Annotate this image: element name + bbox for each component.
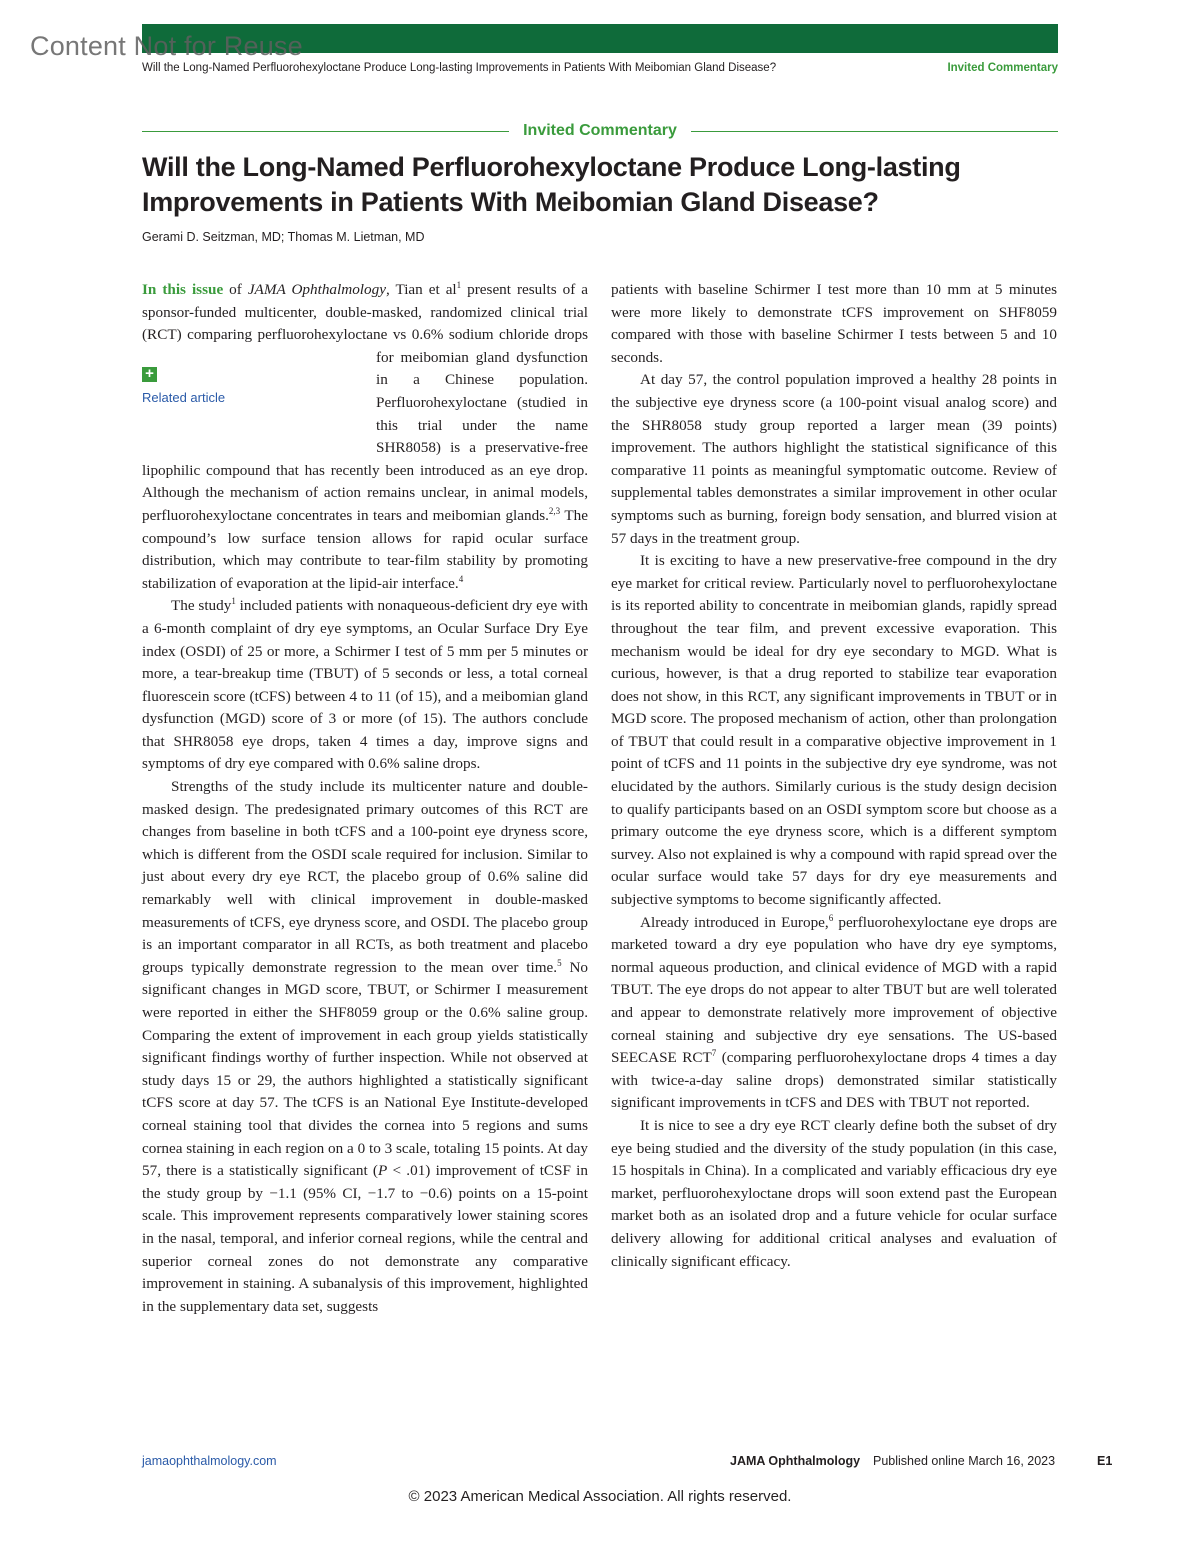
paragraph-3 <box>142 776 588 1318</box>
publication-date: Published online March 16, 2023 <box>873 1454 1056 1468</box>
rule-right <box>691 131 1058 132</box>
running-head-title: Will the Long-Named Perfluorohexyloctane Produce Long-lasting Improvements in Patients With Meibomian Gland Disease? <box>142 62 777 74</box>
p3-text-b: No significant changes in MGD score, TBUT, or Schirmer I measurement were reported in either the SHF8059 group or the 0.6% saline group. Comparing the extent of improvement in each group yields statistically significant findings worthy of further inspection. While not observed at study days 15 or 29, the authors highlighted a statistically significant tCFS score at day 57. The tCFS is an National Eye Institute-developed corneal staining tool that divides the cornea into 5 regions and sums cornea staining in each region on a 0 to 3 scale, totaling 15 points. At day 57, there is a statistically significant ( <box>142 958 589 1180</box>
journal-website-link[interactable]: jamaophthalmology.com <box>142 1454 277 1468</box>
section-label-rule <box>142 122 1058 140</box>
p1-text-b: The compound’s low surface tension allows for rapid ocular surface distribution, which may contribute to tear-film stability by promoting stabilization of evaporation at the lipid-air interface. <box>142 506 589 592</box>
left-column <box>142 279 588 1318</box>
p7-text-a: Already introduced in Europe, <box>640 913 829 931</box>
p2-text-b: included patients with nonaqueous-deficient dry eye with a 6-month complaint of dry eye symptoms, an Ocular Surface Dry Eye index (OSDI) of 25 or more, a Schirmer I test of 5 mm per 5 minutes or more, a tear-breakup time (TBUT) of 5 seconds or less, a total corneal fluorescein score (tCFS) between 4 to 11 (of 15), and a meibomian gland dysfunction (MGD) score of 3 or more (of 15). The authors conclude that SHR8058 eye drops, taken 4 times a day, improve signs and symptoms of dry eye compared with 0.6% saline drops. <box>142 597 588 773</box>
paragraph-6: It is exciting to have a new preservative-free compound in the dry eye market for critical review. Particularly novel to perfluorohexyloctane is its reported ability to concentrate in meibomian glands, rapidly spread throughout the tear film, and prevent excessive evaporation. This mechanism would be ideal for dry eye secondary to MGD. What is curious, however, is that a drug reported to stabilize tear evaporation does not show, in this RCT, any significant improvements in TBUT or in MGD score. The proposed mechanism of action, other than prolongation of TBUT that could result in a comparative objective improvement in 1 point of tCFS and 11 points in the subjective dry eye syndrome, was not elucidated by the authors. Similarly curious is the study design decision to qualify participants based on an OSDI symptom score but choose as a primary outcome the eye dryness score, which is a different symptom survey. Also not explained is why a compound with rapid spread over the ocular surface would take 57 days for dry eye measurements and subjective symptoms to become significantly affected. <box>611 552 1057 909</box>
reference-1[interactable]: 1 <box>231 596 236 607</box>
reference-1[interactable]: 1 <box>456 280 462 290</box>
page-number: E1 <box>1097 1454 1113 1468</box>
footer-journal-name: JAMA Ophthalmology <box>730 1454 861 1468</box>
p2-text-a: The study <box>171 597 232 615</box>
related-article-box[interactable] <box>142 347 372 442</box>
p3-text-a: Strengths of the study include its multicenter nature and double-masked design. The predesignated primary outcomes of this RCT are changes from baseline in both tCFS and a 100-point eye dryness score, which is different from the OSDI scale required for inclusion. Similar to just about every dry eye RCT, the placebo group of 0.6% saline did remarkably well with clinical improvement in double-masked measurements of tCFS, eye dryness score, and OSDI. The placebo group is an important comparator in all RCTs, as both treatment and placebo groups typically demonstrate regression to the mean over time. <box>142 778 588 976</box>
reference-5[interactable]: 5 <box>557 957 562 968</box>
p-value-symbol: P <box>377 1162 388 1180</box>
p1-of: of <box>223 281 248 298</box>
rule-left <box>142 131 509 132</box>
p1-text-a <box>142 281 588 524</box>
p1-text-a-rest: vs 0.6% sodium chloride drops for meibomian gland dysfunction in a Chinese population. Perfluorohexyloctane (studied in this trial under the name SHR8058) is a preservative-free lipophilic compound that has recently been introduced as an eye drop. Although the mechanism of action remains unclear, in animal models, perfluorohexyloctane concentrates in tears and meibomian glands. <box>142 326 589 524</box>
reference-4[interactable]: 4 <box>458 573 464 584</box>
copyright-notice: © 2023 American Medical Association. All rights reserved. <box>408 1488 792 1505</box>
author-list: Gerami D. Seitzman, MD; Thomas M. Lietman, MD <box>142 230 425 244</box>
reference-6[interactable]: 6 <box>828 912 834 923</box>
p1-text-a-start: present results of a sponsor-funded multicenter, double-masked, randomized clinical trial (RCT) comparing perfluorohexyloctane <box>142 281 588 344</box>
article-title: Will the Long-Named Perfluorohexyloctane Produce Long-lasting Improvements in Patients With Meibomian Gland Disease? <box>142 152 961 217</box>
lead-in-text: In this issue <box>142 281 224 298</box>
paragraph-7 <box>611 912 1057 1115</box>
paragraph-1 <box>142 279 588 595</box>
paragraph-5: At day 57, the control population improved a healthy 28 points in the subjective eye dryness score (a 100-point visual analog score) and the SHR8058 study group reported a larger mean (39 points) improvement. The authors highlight the statistical significance of this comparative 11 points as meaningful symptomatic outcome. Review of supplemental tables demonstrates a similar improvement in other ocular symptoms such as burning, foreign body sensation, and blurred vision at 57 days in the treatment group. <box>611 371 1057 547</box>
journal-name: JAMA Ophthalmology <box>247 281 386 298</box>
p7-text-b: perfluorohexyloctane eye drops are marketed toward a dry eye population who have dry eye symptoms, normal aqueous production, and clinical evidence of MGD with a rapid TBUT. The eye drops do not appear to alter TBUT but are well tolerated and appear to demonstrate relatively more improvement of objective corneal staining and subjective dry eye sensations. The US-based SEECASE RCT <box>611 913 1057 1067</box>
section-label: Invited Commentary <box>523 122 677 139</box>
running-head-article-type: Invited Commentary <box>947 62 1058 74</box>
p1-tian: , Tian et al <box>385 281 457 298</box>
p3-text-c: < .01) improvement of tCSF in the study group by −1.1 (95% CI, −1.7 to −0.6) points on a 15-point scale. This improvement represents comparatively lower staining scores in the nasal, temporal, and inferior corneal regions, while the central and superior corneal zones do not demonstrate any comparative improvement in staining. A subanalysis of this improvement, highlighted in the supplementary data set, suggests <box>142 1162 588 1315</box>
watermark: Content Not for Reuse <box>30 31 303 61</box>
running-head <box>142 62 1058 74</box>
reference-2-3[interactable]: 2,3 <box>548 505 561 516</box>
plus-icon: + <box>142 367 157 382</box>
related-article-link[interactable]: Related article <box>142 389 226 405</box>
paragraph-4: patients with baseline Schirmer I test more than 10 mm at 5 minutes were more likely to demonstrate tCFS improvement on SHF8059 compared with those with baseline Schirmer I tests between 5 and 10 seconds. <box>611 281 1057 366</box>
paragraph-2 <box>142 595 588 776</box>
right-column <box>611 279 1057 1273</box>
p7-text-c: (comparing perfluorohexyloctane drops 4 times a day with twice-a-day saline drops) demonstrated similar statistically significant improvements in tCFS and DES with TBUT not reported. <box>611 1049 1057 1112</box>
paragraph-8: It is nice to see a dry eye RCT clearly define both the subset of dry eye being studied and the diversity of the study population (in this case, 15 hospitals in China). In a complicated and variably efficacious dry eye market, perfluorohexyloctane drops will soon extend past the European market both as an isolated drop and a future vehicle for ocular surface delivery allowing for additional critical analyses and evaluation of clinically significant efficacy. <box>611 1116 1057 1270</box>
reference-7[interactable]: 7 <box>711 1048 717 1059</box>
